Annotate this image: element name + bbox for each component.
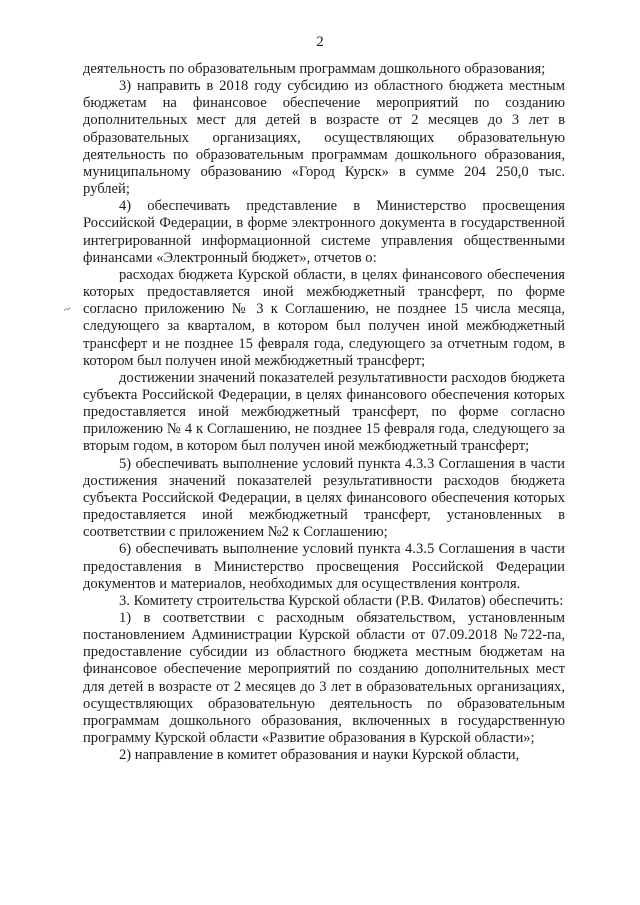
paragraph-item-3: 3) направить в 2018 году субсидию из областного бюджета местным бюджетам на финансовое обеспечение мероприятий по созданию дополнительных мест для детей в возрасте от 2 месяцев до 3 лет в образовательных организациях, осуществляющих образовательную деятельность по образовательным программам дошкольного образования, муниципальному образованию «Город Курск» в сумме 204 250,0 тыс. рублей; — [83, 78, 565, 198]
paragraph-section-3: 3. Комитету строительства Курской области (Р.В. Филатов) обеспечить: — [119, 592, 564, 609]
paragraph-item-5: 5) обеспечивать выполнение условий пункта 4.3.3 Соглашения в части достижения значений показателей результативности расходов бюджета субъекта Российской Федерации, в целях финансового обеспечения которых предоставляется иной межбюджетный трансферт, установленных в соответствии с приложением №2 к Соглашению; — [83, 455, 565, 541]
page-number: 2 — [316, 34, 324, 50]
paragraph-item-4: 4) обеспечивать представление в Министерство просвещения Российской Федерации, в форме электронного документа в государственной интегрированной информационной системе управления общественными финансами «Электронный бюджет», отчетов о: — [83, 198, 565, 266]
paragraph-report-indicators: достижении значений показателей результативности расходов бюджета субъекта Российской Федерации, в целях финансового обеспечения которых предоставляется иной межбюджетный трансферт, по форме согласно приложению № 4 к Соглашению, не позднее 15 февраля года, следующего за вторым годом, в котором был получен иной межбюджетный трансферт; — [83, 369, 565, 455]
document-body — [83, 61, 565, 764]
paragraph-item-6: 6) обеспечивать выполнение условий пункта 4.3.5 Соглашения в части предоставления в Министерство просвещения Российской Федерации документов и материалов, необходимых для осуществления контроля. — [83, 541, 565, 592]
paragraph-section-3-item-2: 2) направление в комитет образования и науки Курской области, — [119, 747, 520, 764]
paragraph-continuation: деятельность по образовательным программам дошкольного образования; — [83, 61, 546, 77]
paragraph-report-expenses: расходах бюджета Курской области, в целях финансового обеспечения которых предоставляется иной межбюджетный трансферт, по форме согласно приложению № 3 к Соглашению, не позднее 15 числа месяца, следующего за кварталом, в котором был получен иной межбюджетный трансферт и не позднее 15 февраля года, следующего за отчетным годом, в котором был получен иной межбюджетный трансферт; — [83, 266, 565, 369]
paragraph-section-3-item-1: 1) в соответствии с расходным обязательством, установленным постановлением Администрации Курской области от 07.09.2018 №722-па, предоставление субсидии из областного бюджета местным бюджетам на финансовое обеспечение мероприятий по созданию дополнительных мест для детей в возрасте от 2 месяцев до 3 лет в образовательных организациях, осуществляющих образовательную деятельность по образовательным программам дошкольного образования, включенных в государственную программу Курской области «Развитие образования в Курской области»; — [83, 610, 565, 747]
margin-pen-mark: ~ — [61, 301, 73, 317]
